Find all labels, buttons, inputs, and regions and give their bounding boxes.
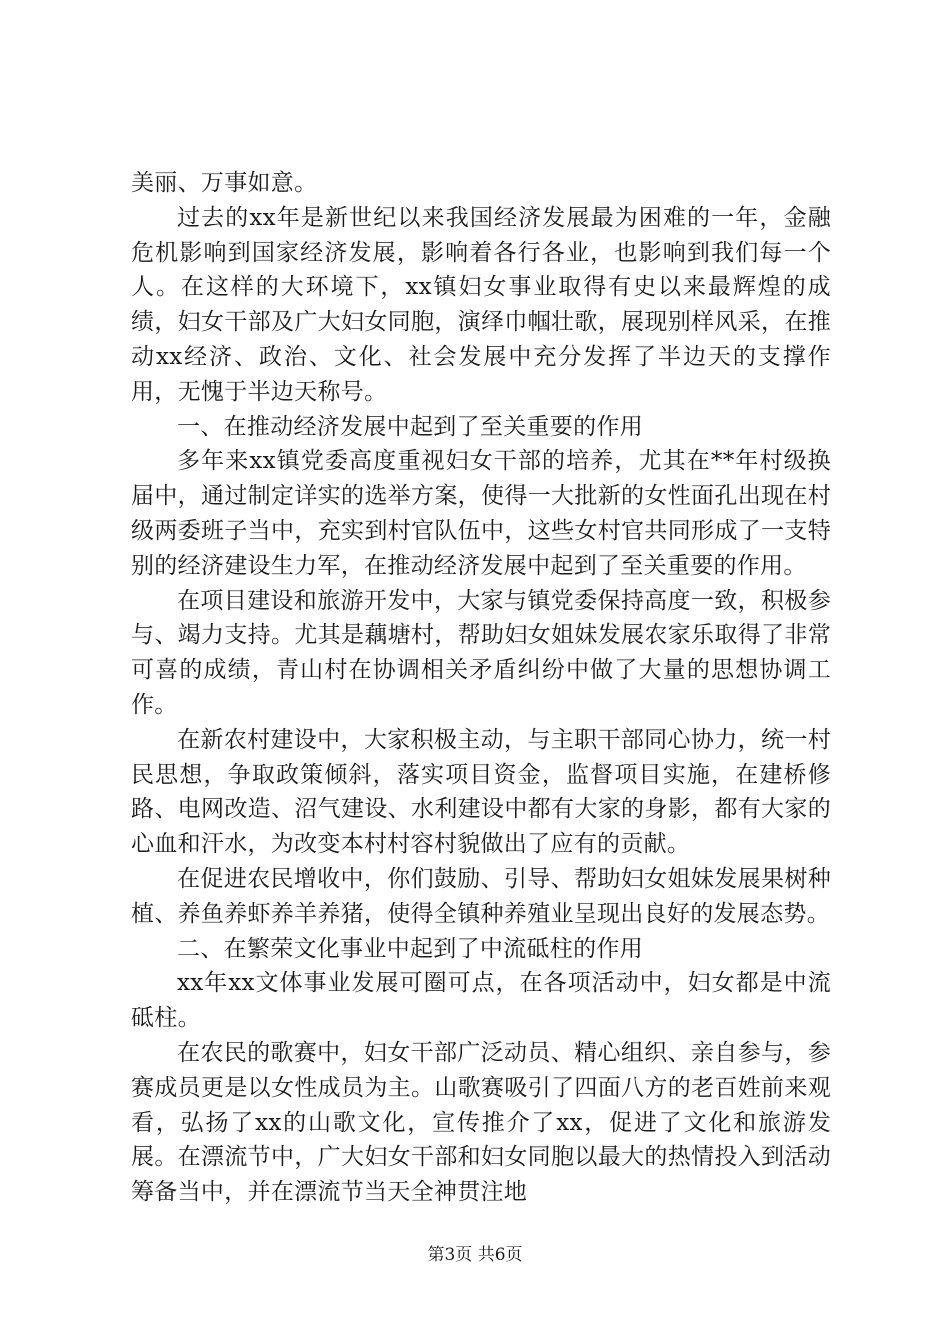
section-heading-economy: 一、在推动经济发展中起到了至关重要的作用	[177, 413, 643, 440]
paragraph-cadre-training: 多年来xx镇党委高度重视妇女干部的培养，尤其在**年村级换届中，通过制定详实的选举方案，使得一大批新的女性面孔出现在村级两委班子当中，充实到村官队伍中，这些女村官共同形成了一支特别的经济建设生力军，在推动经济发展中起到了至关重要的作用。	[131, 448, 831, 579]
paragraph-song-contest: 在农民的歌赛中，妇女干部广泛动员、精心组织、亲自参与，参赛成员更是以女性成员为主。山歌赛吸引了四面八方的老百姓前来观看，弘扬了xx的山歌文化，宣传推介了xx，促进了文化和旅游发展。在漂流节中，广大妇女干部和妇女同胞以最大的热情投入到活动筹备当中，并在漂流节当天全神贯注地	[131, 1039, 831, 1206]
section-heading-culture: 二、在繁荣文化事业中起到了中流砥柱的作用	[177, 935, 643, 962]
paragraph-continuation: 美丽、万事如意。	[131, 170, 318, 196]
page-footer	[0, 1245, 950, 1265]
paragraph-new-rural: 在新农村建设中，大家积极主动，与主职干部同心协力，统一村民思想，争取政策倾斜，落实项目资金，监督项目实施，在建桥修路、电网改造、沼气建设、水利建设中都有大家的身影，都有大家的心血和汗水，为改变本村村容村貌做出了应有的贡献。	[131, 726, 831, 858]
paragraph-income: 在促进农民增收中，你们鼓励、引导、帮助妇女姐妹发展果树种植、养鱼养虾养羊养猪，使得全镇种养殖业呈现出良好的发展态势。	[131, 865, 831, 927]
paragraph-project-tourism: 在项目建设和旅游开发中，大家与镇党委保持高度一致，积极参与、竭力支持。尤其是藕塘村，帮助妇女姐妹发展农家乐取得了非常可喜的成绩，青山村在协调相关矛盾纠纷中做了大量的思想协调工作。	[131, 587, 831, 718]
paragraph-intro: 过去的xx年是新世纪以来我国经济发展最为困难的一年，金融危机影响到国家经济发展，影响着各行各业，也影响到我们每一个人。在这样的大环境下，xx镇妇女事业取得有史以来最辉煌的成绩，妇女干部及广大妇女同胞，演绎巾帼壮歌，展现别样风采，在推动xx经济、政治、文化、社会发展中充分发挥了半边天的支撑作用，无愧于半边天称号。	[131, 204, 831, 405]
page-number: 第3页 共6页	[427, 1245, 523, 1265]
paragraph-culture-intro: xx年xx文体事业发展可圈可点，在各项活动中，妇女都是中流砥柱。	[131, 970, 831, 1032]
document-body	[131, 166, 831, 1210]
